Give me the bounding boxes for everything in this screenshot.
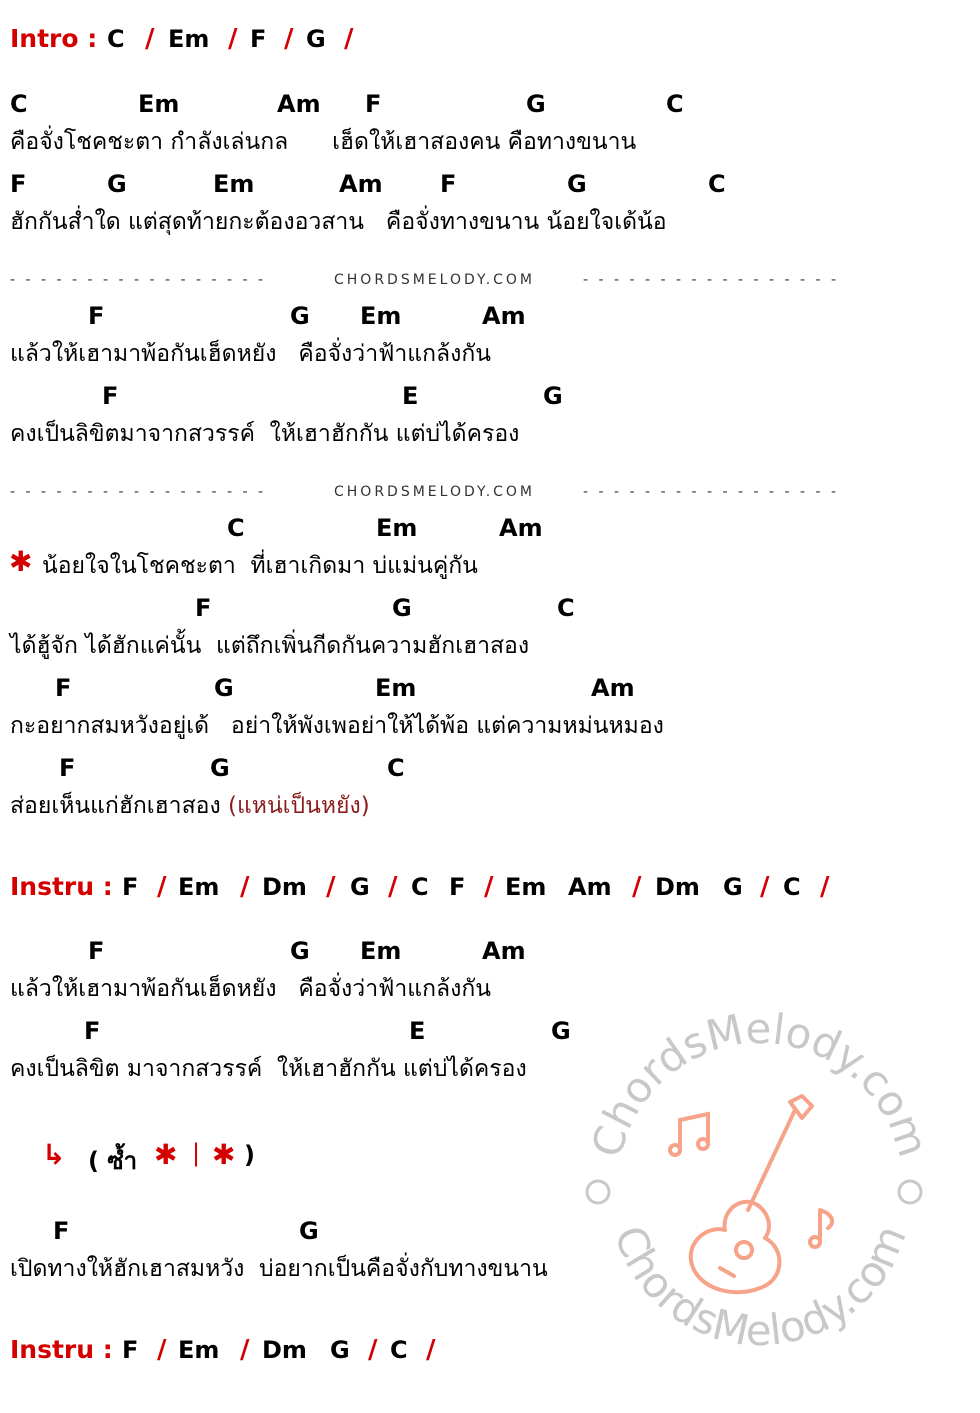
chord: F (55, 674, 72, 702)
instru-label: Instru : (10, 872, 113, 901)
chord: F (250, 25, 267, 53)
chord: G (290, 302, 310, 330)
slash: / (388, 872, 398, 902)
chord: E (402, 382, 419, 410)
lyric-line: คงเป็นลิขิตมาจากสวรรค์ ให้เฮาฮักกัน แต่บ่ได้ครอง (10, 421, 520, 447)
chord: G (214, 674, 234, 702)
chord: C (107, 25, 125, 53)
chord: G (107, 170, 127, 198)
chord: Em (376, 514, 418, 542)
chord: G (350, 873, 370, 901)
chord: F (88, 302, 105, 330)
chord: G (543, 382, 563, 410)
slash: / (240, 872, 250, 902)
chord: C (227, 514, 245, 542)
chord: Am (591, 674, 635, 702)
chord: F (84, 1017, 101, 1045)
chord: E (409, 1017, 426, 1045)
slash: / (760, 872, 770, 902)
slash: / (284, 24, 294, 54)
chord: F (440, 170, 457, 198)
slash: / (632, 872, 642, 902)
instru-label: Instru : (10, 1335, 113, 1364)
chord: Am (568, 873, 612, 901)
chord: C (666, 90, 684, 118)
watermark-circle-icon (587, 1181, 609, 1203)
chord: F (53, 1217, 70, 1245)
slash: / (368, 1335, 378, 1365)
chord: G (330, 1336, 350, 1364)
slash: / (484, 872, 494, 902)
separator-dashes-left: - - - - - - - - - - - - - - - - - (10, 272, 267, 288)
separator-dashes-left: - - - - - - - - - - - - - - - - - (10, 484, 267, 500)
chord: Am (482, 302, 526, 330)
chord: F (10, 170, 27, 198)
return-arrow-icon: ↳ (42, 1138, 66, 1171)
slash: / (820, 872, 830, 902)
chord: Em (360, 302, 402, 330)
chord: G (290, 937, 310, 965)
lyric-line: ฮักกันส่ำใด แต่สุดท้ายกะต้องอวสาน คือจั่งทางขนาน น้อยใจเด้น้อ (10, 209, 667, 235)
slash: / (426, 1335, 436, 1365)
chord: Em (178, 1336, 220, 1364)
chord: C (783, 873, 801, 901)
chord: Dm (655, 873, 700, 901)
lyric-line: แล้วให้เฮามาพ้อกันเฮ็ดหยัง คือจั่งว่าฟ้าแกล้งกัน (10, 341, 492, 367)
slash: / (344, 24, 354, 54)
chord: Em (360, 937, 402, 965)
slash: / (228, 24, 238, 54)
chord: G (392, 594, 412, 622)
chord: Am (482, 937, 526, 965)
lyric-line: คือจั่งโชคชะตา กำลังเล่นกล เฮ็ดให้เฮาสองคน คือทางขนาน (10, 129, 637, 155)
chord: Em (178, 873, 220, 901)
lyric-line: ได้ฮู้จัก ได้ฮักแค่นั้น แต่ถึกเพิ่นกีดกันความฮักเฮาสอง (10, 633, 530, 659)
chord: C (557, 594, 575, 622)
repeat-star-icon: ✱ (154, 1138, 178, 1171)
slash: / (240, 1335, 250, 1365)
chord: C (390, 1336, 408, 1364)
chord: Em (213, 170, 255, 198)
chord: G (526, 90, 546, 118)
separator-dashes-right: - - - - - - - - - - - - - - - - - (583, 272, 840, 288)
chord: G (299, 1217, 319, 1245)
chord: F (365, 90, 382, 118)
watermark-text-bottom: ChordsMelody.com (604, 1218, 916, 1356)
lyric-text: ส่อยเห็นแก่ฮักเฮาสอง (10, 793, 228, 819)
repeat-open: ( ซ้ำ (88, 1147, 138, 1175)
lyric-note: (แหน่เป็นหยัง) (228, 793, 370, 819)
separator-dashes-right: - - - - - - - - - - - - - - - - - (583, 484, 840, 500)
slash: / (326, 872, 336, 902)
watermark-text-top: ChordsMelody.com (582, 1010, 939, 1163)
watermark-circle-icon (899, 1181, 921, 1203)
slash: / (157, 1335, 167, 1365)
chord: G (551, 1017, 571, 1045)
lyric-line (10, 788, 370, 824)
chord: G (210, 754, 230, 782)
chord: C (708, 170, 726, 198)
chord: F (122, 873, 139, 901)
lyric-line: น้อยใจในโชคชะตา ที่เฮาเกิดมา บ่แม่นคู่กัน (42, 553, 478, 579)
chord: Em (168, 25, 210, 53)
chord: Em (375, 674, 417, 702)
separator-site-text: CHORDSMELODY.COM (334, 272, 536, 288)
chord: G (306, 25, 326, 53)
separator-site-text: CHORDSMELODY.COM (334, 484, 536, 500)
chord: F (195, 594, 212, 622)
chord: Am (499, 514, 543, 542)
chord: C (411, 873, 429, 901)
chord: G (723, 873, 743, 901)
lyric-line: คงเป็นลิขิต มาจากสวรรค์ ให้เฮาฮักกัน แต่บ่ได้ครอง (10, 1056, 527, 1082)
chord: Em (138, 90, 180, 118)
intro-label: Intro : (10, 24, 98, 53)
chord: F (102, 382, 119, 410)
music-note-icon (670, 1114, 832, 1247)
chord: G (567, 170, 587, 198)
chord: Am (339, 170, 383, 198)
slash: / (145, 24, 155, 54)
chordsmelody-watermark-logo (580, 1010, 940, 1370)
repeat-star-icon: ✱ (212, 1138, 236, 1171)
chord: Dm (262, 1336, 307, 1364)
chord: F (122, 1336, 139, 1364)
lyric-line: แล้วให้เฮามาพ้อกันเฮ็ดหยัง คือจั่งว่าฟ้าแกล้งกัน (10, 976, 492, 1002)
chord: Am (277, 90, 321, 118)
repeat-close: ) (244, 1141, 255, 1169)
repeat-bar: | (192, 1139, 201, 1167)
chord: Em (505, 873, 547, 901)
chord: Dm (262, 873, 307, 901)
chord: F (449, 873, 466, 901)
chord: C (10, 90, 28, 118)
lyric-line: กะอยากสมหวังอยู่เด้ อย่าให้พังเพอย่าให้ได้พ้อ แต่ความหม่นหมอง (10, 713, 664, 739)
chord: C (387, 754, 405, 782)
chord: F (88, 937, 105, 965)
chord: F (59, 754, 76, 782)
chorus-star-icon: ✱ (9, 545, 33, 578)
lyric-line: เปิดทางให้ฮักเฮาสมหวัง บ่อยากเป็นคือจั่งกับทางขนาน (10, 1256, 548, 1282)
slash: / (157, 872, 167, 902)
